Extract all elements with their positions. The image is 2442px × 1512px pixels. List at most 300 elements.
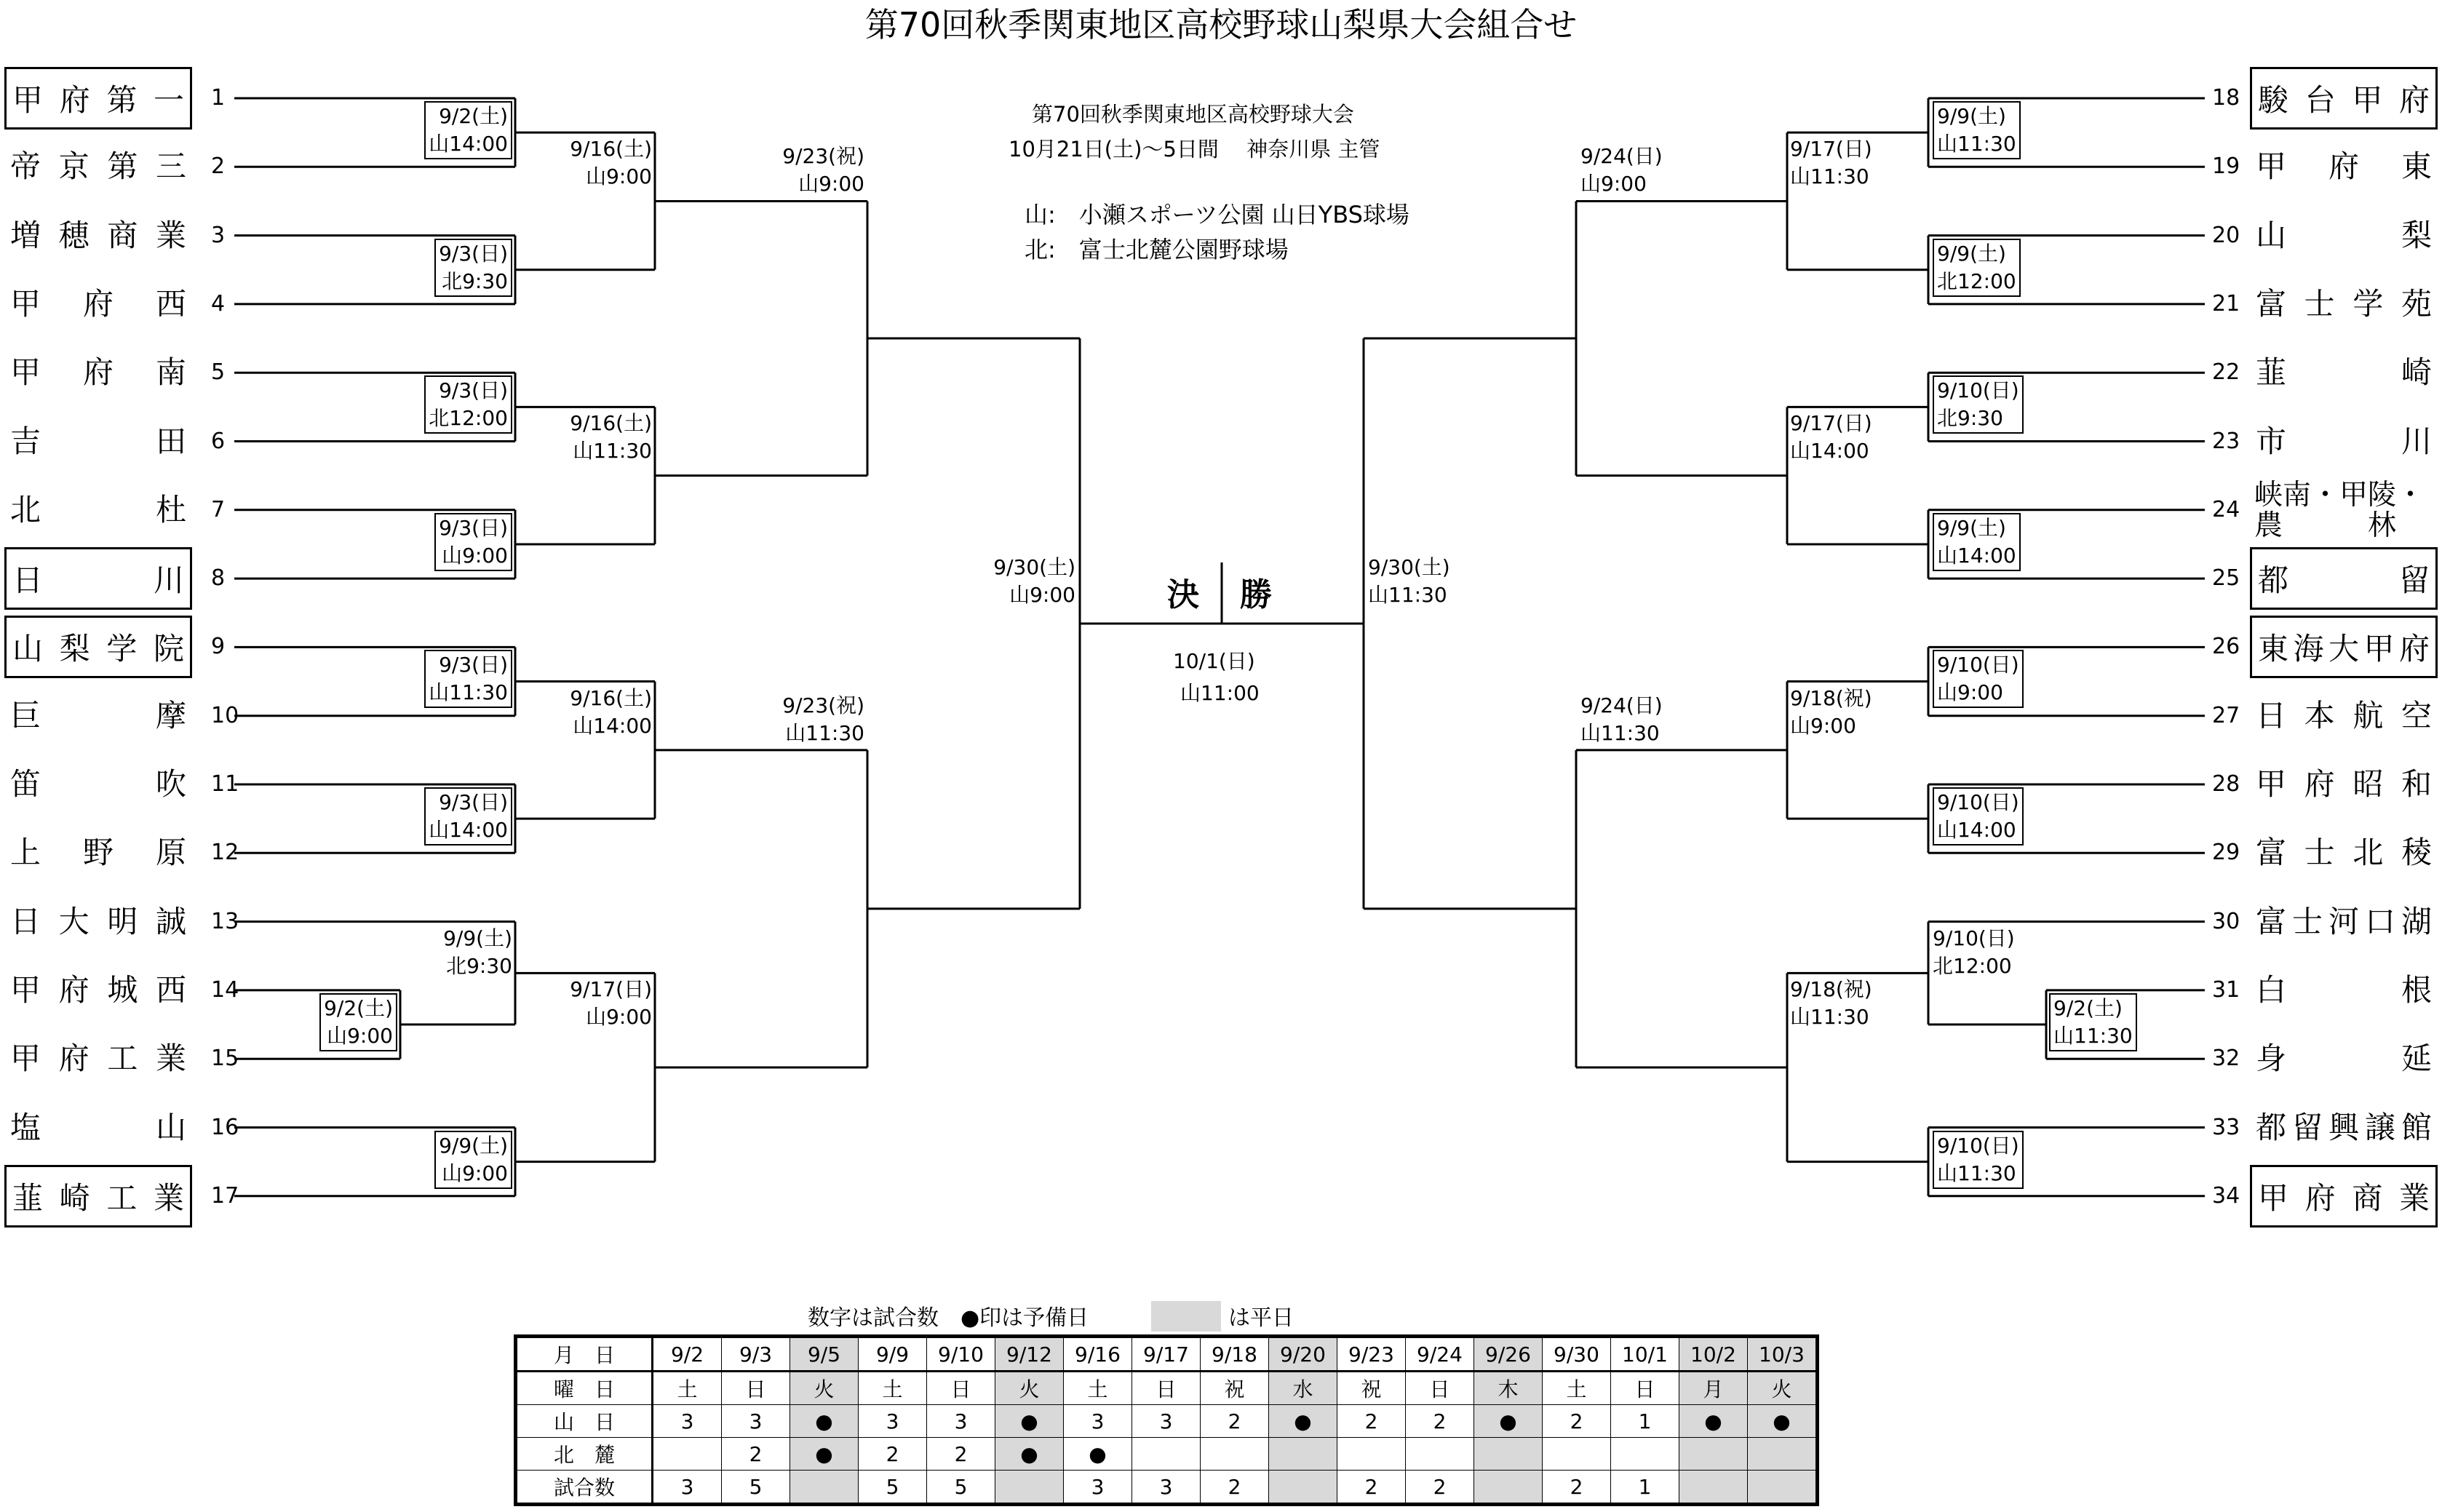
schedule-cell: 3 [722,1405,790,1438]
schedule-row-label: 北 麓 [516,1438,653,1471]
team-name-char: 士 [2304,835,2335,871]
team-left-8 [4,547,192,610]
schedule-cell: 9/20 [1269,1337,1337,1372]
team-name-char: 富 [2256,285,2287,322]
game-venue: 山11:30 [2053,1023,2133,1048]
game-venue: 山11:30 [1937,132,2016,156]
team-number: 29 [2212,840,2240,866]
team-number: 17 [211,1182,239,1209]
game-label [1933,650,2024,708]
schedule-cell: 2 [859,1438,927,1471]
schedule-cell [1543,1438,1611,1471]
schedule-cell: 5 [722,1471,790,1505]
team-name-char: 館 [2401,1109,2432,1145]
team-number: 3 [211,222,226,248]
schedule-row-total [516,1471,1818,1505]
schedule-cell [1406,1438,1474,1471]
team-name-char: 一 [153,82,184,118]
team-name-char: 摩 [155,697,186,733]
schedule-cell: 9/10 [927,1337,995,1372]
team-number: 23 [2212,428,2240,454]
schedule-cell: 土 [653,1372,722,1405]
final-date: 10/1(日) [1173,649,1255,673]
team-name-char: 留 [2291,1109,2323,1145]
team-name-char: 業 [2398,1179,2430,1216]
team-number: 34 [2212,1182,2240,1209]
game-date: 9/10(日) [1937,1133,2019,1158]
team-left-13 [4,891,192,953]
game-label [424,101,512,159]
schedule-cell: 日 [722,1372,790,1405]
schedule-cell: 火 [995,1372,1064,1405]
game-date: 9/17(日) [1790,411,1872,436]
team-right-18 [2250,67,2438,130]
schedule-cell: 9/3 [722,1337,790,1372]
team-name-char: 川 [153,562,184,599]
team-number: 15 [211,1046,239,1072]
team-number: 22 [2212,359,2240,386]
schedule-cell: 2 [1406,1405,1474,1438]
schedule-cell: 9/18 [1201,1337,1269,1372]
game-date: 9/24(日) [1580,144,1663,169]
team-name-char: 田 [155,423,186,459]
team-name-char: 富 [2256,903,2287,939]
schedule-cell: 3 [927,1405,995,1438]
team-name-char: 甲 [10,354,41,391]
schedule-cell: 土 [859,1372,927,1405]
team-number: 19 [2212,154,2240,180]
team-number: 8 [211,565,226,592]
team-name-char: 京 [58,148,90,185]
team-name-char: 府 [82,354,114,391]
team-left-9 [4,616,192,678]
team-left-1 [4,67,192,130]
team-name-char: 昭 [2352,766,2384,802]
team-name-char: 崎 [59,1179,90,1216]
game-label [2049,993,2137,1051]
team-number: 31 [2212,976,2240,1003]
team-name-char: 学 [2352,285,2384,322]
schedule-row-label: 山 日 [516,1405,653,1438]
team-name-char: 川 [2401,423,2432,459]
game-date: 9/10(日) [1937,790,2019,814]
game-venue: 山11:30 [1368,582,1447,607]
team-right-27 [2250,685,2438,747]
game-venue: 山9:00 [1580,172,1647,196]
team-number: 27 [2212,702,2240,728]
team-name-char: 士 [2304,285,2335,322]
team-name-char: 山 [12,631,44,667]
schedule-cell [1269,1438,1337,1471]
schedule-cell: 木 [1474,1372,1543,1405]
team-number: 21 [2212,290,2240,317]
schedule-cell [1748,1471,1818,1505]
team-name-char: 業 [153,1179,184,1216]
game-venue: 山11:30 [785,720,864,745]
team-name-char: 甲 [2363,631,2395,667]
team-name-char: 上 [10,835,41,871]
schedule-cell: 10/2 [1679,1337,1748,1372]
team-right-26 [2250,616,2438,678]
team-name-char: 府 [59,82,90,118]
game-date: 9/3(日) [439,653,508,677]
team-name-char: 工 [106,1179,138,1216]
schedule-cell: 2 [1406,1471,1474,1505]
game-label [434,239,512,297]
legend-weekday-swatch [1151,1301,1221,1332]
team-number: 24 [2212,496,2240,522]
team-name-char: 譲 [2364,1109,2395,1145]
team-left-10 [4,685,192,747]
team-left-12 [4,821,192,884]
team-name-char: 留 [2398,562,2430,599]
team-number: 7 [211,496,226,522]
team-name-char: 府 [82,285,114,322]
game-venue: 山9:00 [1009,582,1075,607]
team-name-char: 湖 [2401,903,2432,939]
schedule-cell: 1 [1611,1471,1679,1505]
schedule-cell: 9/24 [1406,1337,1474,1372]
team-name-line1: 峡南・甲陵・ [2254,478,2425,512]
team-number: 5 [211,359,226,386]
team-number: 18 [2212,85,2240,111]
team-name-char: 東 [2401,148,2432,185]
team-name-char: 市 [2256,423,2287,459]
schedule-cell: 5 [859,1471,927,1505]
team-right-19 [2250,135,2438,198]
team-right-29 [2250,821,2438,884]
game-venue: 北12:00 [1933,953,2012,978]
team-name-char: 穂 [58,217,90,253]
game-venue: 山14:00 [1937,543,2016,568]
game-label [1933,513,2021,571]
schedule-cell: 月 [1679,1372,1748,1405]
schedule-cell: 2 [722,1438,790,1471]
game-label [993,554,1075,609]
team-name-char: 府 [2398,82,2430,118]
team-right-30 [2250,891,2438,953]
schedule-cell [790,1471,859,1505]
game-venue: 山14:00 [573,713,652,738]
team-name-char: 甲 [12,82,44,118]
team-left-17 [4,1165,192,1227]
team-left-16 [4,1097,192,1159]
game-venue: 山11:30 [1580,720,1660,745]
schedule-cell: 土 [1064,1372,1132,1405]
team-right-33 [2250,1097,2438,1159]
team-name-char: 院 [153,631,184,667]
team-number: 4 [211,290,226,317]
team-number: 26 [2212,634,2240,660]
team-number: 1 [211,85,226,111]
team-name-char: 山 [155,1109,186,1145]
team-number: 13 [211,908,239,934]
schedule-cell: ● [995,1438,1064,1471]
team-left-4 [4,273,192,335]
team-name-char: 本 [2304,697,2335,733]
team-name-char: 台 [2304,82,2336,118]
team-name-char: 日 [10,903,41,939]
legend-weekday-text: は平日 [1228,1305,1294,1331]
team-number: 10 [211,702,239,728]
team-name-char: 延 [2401,1041,2432,1077]
team-name-char: 空 [2401,697,2432,733]
team-name-char: 士 [2291,903,2323,939]
game-venue: 北9:30 [1937,406,2003,431]
team-name-char: 大 [58,903,90,939]
team-name-char: 身 [2256,1041,2287,1077]
team-name-char: 甲 [2258,1179,2289,1216]
game-date: 9/10(日) [1937,378,2019,403]
team-name-char: 府 [58,971,90,1008]
team-name-char: 山 [2256,217,2287,253]
team-name-char: 商 [2352,1179,2383,1216]
schedule-cell: 3 [653,1405,722,1438]
team-right-23 [2250,410,2438,473]
final-label-right: 勝 [1240,576,1272,613]
team-name-char: 府 [58,1041,90,1077]
schedule-cell: ● [1064,1438,1132,1471]
schedule-cell: 1 [1611,1405,1679,1438]
schedule-row-hokuroku [516,1438,1818,1471]
schedule-cell: ● [1679,1405,1748,1438]
team-right-34 [2250,1165,2438,1227]
game-venue: 山9:00 [1790,713,1856,738]
schedule-cell: 日 [1611,1372,1679,1405]
game-date: 9/30(土) [993,554,1075,579]
schedule-cell: 3 [1132,1471,1201,1505]
tournament-name: 第70回秋季関東地区高校野球大会 [1032,102,1354,127]
team-left-14 [4,959,192,1022]
schedule-cell: 3 [1064,1471,1132,1505]
game-label [1933,239,2021,297]
game-label [424,787,512,845]
game-date: 9/18(祝) [1790,977,1872,1002]
game-date: 9/23(祝) [782,144,864,169]
game-venue: 北12:00 [1937,268,2016,293]
team-name-char: 北 [2352,835,2384,871]
schedule-row-label: 試合数 [516,1471,653,1505]
schedule-cell: 9/30 [1543,1337,1611,1372]
game-label [1790,976,1872,1031]
schedule-row-weekday [516,1372,1818,1405]
game-venue: 山14:00 [429,818,508,842]
game-label [1580,143,1663,198]
game-venue: 山9:00 [442,543,508,568]
team-name-char: 吹 [155,766,186,802]
schedule-cell: 土 [1543,1372,1611,1405]
schedule-cell: 9/26 [1474,1337,1543,1372]
game-label [443,925,512,980]
team-right-21 [2250,273,2438,335]
team-name-char: 商 [107,217,138,253]
team-name-char: 駿 [2258,82,2289,118]
team-name-char: 都 [2258,562,2289,599]
team-name-char: 府 [2328,148,2359,185]
team-name-char: 誠 [155,903,186,939]
team-name-char: 崎 [2401,354,2432,391]
team-right-22 [2250,341,2438,404]
game-date: 9/16(土) [570,685,652,710]
team-left-5 [4,341,192,404]
team-name-char: 甲 [10,1041,41,1077]
team-name-char: 和 [2401,766,2432,802]
schedule-row-label: 月 日 [516,1337,653,1372]
schedule-cell: 5 [927,1471,995,1505]
game-label [1933,375,2024,434]
schedule-cell [653,1438,722,1471]
venue-yamabi: 山: 小瀬スポーツ公園 山日YBS球場 [1025,201,1409,228]
game-label [570,685,652,740]
schedule-cell: 2 [1337,1405,1406,1438]
game-date: 9/2(土) [324,995,393,1020]
schedule-cell: 9/5 [790,1337,859,1372]
game-date: 9/9(土) [439,1133,508,1158]
schedule-cell [1337,1438,1406,1471]
team-name-char: 白 [2256,971,2287,1008]
team-name-char: 富 [2256,835,2287,871]
schedule-cell [995,1471,1064,1505]
schedule-cell: 9/16 [1064,1337,1132,1372]
schedule-cell: 2 [927,1438,995,1471]
game-date: 9/3(日) [439,515,508,540]
schedule-cell: 火 [790,1372,859,1405]
schedule-cell: 9/2 [653,1337,722,1372]
team-name-char: 甲 [2352,82,2383,118]
schedule-cell [1748,1438,1818,1471]
game-venue: 山9:00 [1937,680,2003,705]
team-number: 28 [2212,771,2240,797]
team-name-char: 韮 [12,1179,44,1216]
team-name-char: 甲 [2256,148,2287,185]
final-label-left: 決 [1167,576,1199,613]
game-date: 9/10(日) [1933,926,2015,950]
team-left-11 [4,753,192,816]
game-venue: 山9:00 [327,1023,393,1048]
game-label [1790,135,1872,191]
game-label [570,135,652,191]
game-venue: 北9:30 [442,268,508,293]
schedule-cell: ● [1748,1405,1818,1438]
game-venue: 山11:30 [573,439,652,463]
team-name-char: 海 [2293,631,2324,667]
schedule-row-date [516,1337,1818,1372]
game-venue: 山14:00 [1937,818,2016,842]
game-label [1580,692,1663,747]
game-label [1368,554,1450,609]
team-name-char: 梨 [2401,217,2432,253]
game-date: 9/9(土) [1937,515,2006,540]
game-date: 9/10(日) [1937,653,2019,677]
team-name-char: 府 [2398,631,2430,667]
team-name-char: 北 [10,491,41,528]
schedule-cell: 日 [1406,1372,1474,1405]
game-venue: 山14:00 [429,132,508,156]
team-right-20 [2250,204,2438,267]
team-number: 12 [211,840,239,866]
team-name-char: 日 [12,562,44,599]
team-right-24 [2250,479,2438,541]
game-date: 9/24(日) [1580,693,1663,717]
game-label [782,143,864,198]
schedule-cell: 2 [1201,1471,1269,1505]
team-name-char: 南 [155,354,186,391]
game-label [1790,410,1872,465]
game-date: 9/3(日) [439,241,508,266]
team-number: 33 [2212,1114,2240,1140]
team-left-3 [4,204,192,267]
team-name-char: 西 [155,285,186,322]
game-label [1790,685,1872,740]
schedule-cell [1269,1471,1337,1505]
game-label [1933,101,2021,159]
team-name-char: 業 [155,217,186,253]
schedule-cell [1611,1438,1679,1471]
schedule-cell: 祝 [1201,1372,1269,1405]
team-number: 30 [2212,908,2240,934]
team-left-6 [4,410,192,473]
schedule-cell: 2 [1543,1405,1611,1438]
schedule-cell [1474,1471,1543,1505]
game-date: 9/9(土) [443,926,512,950]
team-number: 14 [211,976,239,1003]
schedule-cell: 水 [1269,1372,1337,1405]
team-name-char: 帝 [10,148,41,185]
game-label [570,976,652,1031]
game-date: 9/16(土) [570,411,652,436]
schedule-cell: 3 [1132,1405,1201,1438]
game-date: 9/9(土) [1937,104,2006,128]
schedule-cell: 3 [1064,1405,1132,1438]
team-name-char: 増 [10,217,41,253]
team-number: 16 [211,1114,239,1140]
game-label [319,993,397,1051]
game-venue: 山11:30 [1790,164,1869,189]
schedule-cell [1474,1438,1543,1471]
legend-text: 数字は試合数 ●印は予備日 [808,1305,1089,1331]
team-number: 32 [2212,1046,2240,1072]
game-date: 9/17(日) [570,977,652,1002]
page-title: 第70回秋季関東地区高校野球山梨県大会組合せ [864,5,1578,44]
game-date: 9/2(土) [2053,995,2123,1020]
team-name-char: 大 [2328,631,2359,667]
game-date: 9/17(日) [1790,137,1872,162]
schedule-cell: 日 [1132,1372,1201,1405]
game-date: 9/3(日) [439,378,508,403]
schedule-cell [1132,1438,1201,1471]
team-left-15 [4,1027,192,1090]
team-right-32 [2250,1027,2438,1090]
schedule-cell: ● [1269,1405,1337,1438]
game-date: 9/23(祝) [782,693,864,717]
team-name-char: 梨 [59,631,90,667]
game-venue: 山11:30 [1937,1161,2016,1185]
game-date: 9/30(土) [1368,554,1450,579]
team-name-char: 甲 [10,971,41,1008]
game-venue: 山9:00 [442,1161,508,1185]
game-date: 9/3(日) [439,790,508,814]
team-name-char: 稜 [2401,835,2432,871]
game-label [1933,925,2015,980]
schedule-cell: 日 [927,1372,995,1405]
schedule-cell: 2 [1337,1471,1406,1505]
game-date: 9/18(祝) [1790,685,1872,710]
game-venue: 山11:30 [429,680,508,705]
schedule-cell: 10/3 [1748,1337,1818,1372]
team-number: 11 [211,771,239,797]
game-venue: 山9:00 [586,1005,652,1030]
team-name-char: 第 [106,82,138,118]
